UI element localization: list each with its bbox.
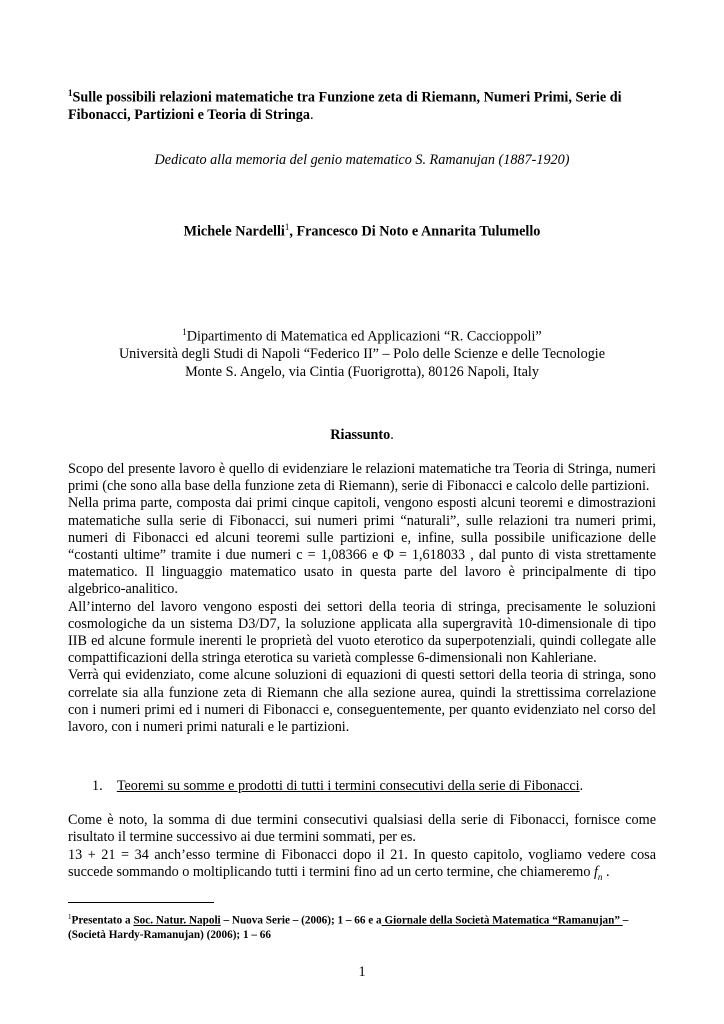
abstract-paragraph: Verrà qui evidenziato, come alcune soluzioni di equazioni di questi settori della teoria di stringa, sono correlate sia alla funzione zeta di Riemann che alla sezione aurea, quindi la strettissima correlazione con i numeri primi ed i numeri di Fibonacci e, conseguentemente, per quanto evidenziato nel corso del lavoro, con i numeri primi naturali e le partizioni. [68, 667, 656, 736]
dedication: Dedicato alla memoria del genio matematico S. Ramanujan (1887-1920) [154, 152, 570, 168]
author-affiliation-marker: 1 [284, 222, 290, 232]
title-trailing: . [309, 106, 314, 123]
abstract-paragraph: Nella prima parte, composta dai primi cinque capitoli, vengono esposti alcuni teoremi e dimostrazioni matematiche sulla serie di Fibonacci, sui numeri primi “naturali”, sulle relazioni tra numeri primi, numeri di Fibonacci ed alcuni teoremi sulle partizioni e, infine, sulla possibile unificazione delle “costanti ultime” tramite i due numeri c = 1,08366 e Φ = 1,618033 , dal punto di vista strettamente matematico. Il linguaggio matematico usato in questa parte del lavoro è principalmente di tipo algebrico-analitico. [68, 495, 656, 598]
footnote-journal-2: Giornale della Società Matematica “Ramanujan” [381, 914, 623, 927]
affiliation-line-2: Università degli Studi di Napoli “Federico II” – Polo delle Scienze e delle Tecnologie [118, 346, 606, 363]
fibonacci-term-variable: $f_n$ [593, 864, 603, 883]
section-number: 1. [92, 778, 103, 794]
paper-title [68, 85, 658, 124]
intro-paragraph-1: Come è noto, la somma di due termini consecutivi qualsiasi della serie di Fibonacci, fornisce come risultato il termine successivo ai due termini sommati, per es. [68, 812, 656, 846]
abstract-paragraph: All’interno del lavoro vengono esposti dei settori della teoria di stringa, precisamente le soluzioni cosmologiche da un sistema D3/D7, la soluzione applicata alla supergravità 10-dimensionale di tipo IIB ed alcune formule inerenti le proprietà del vuoto eterotico da superpotenziali, quindi collegate alle compattificazioni della stringa eterotica su varietà complesse 6-dimensionali non Kahleriane. [68, 598, 656, 667]
authors-rest: , Francesco Di Noto e Annarita Tulumello [289, 223, 541, 240]
footnote-marker: 1 [68, 913, 72, 921]
abstract-body [68, 461, 656, 736]
footnote-journal-1: Soc. Natur. Napoli [133, 914, 221, 927]
authors [0, 222, 724, 241]
intro-body [68, 812, 656, 886]
intro-paragraph-2: 13 + 21 = 34 anch’esso termine di Fibonacci dopo il 21. In questo capitolo, vogliamo vedere cosa succede sommando o moltiplicando tutti i termini fino ad un certo termine, che chiameremo $f_n$ . [68, 846, 656, 883]
page-number: 1 [358, 964, 366, 980]
affiliation-line-3: Monte S. Angelo, via Cintia (Fuorigrotta), 80126 Napoli, Italy [185, 363, 539, 380]
affiliation-line-1: $^1$Dipartimento di Matematica ed Applicazioni “R. Caccioppoli” [182, 327, 542, 345]
affiliation-marker: 1 [182, 327, 187, 337]
abstract-heading: Riassunto. [330, 427, 394, 443]
abstract-paragraph: Scopo del presente lavoro è quello di evidenziare le relazioni matematiche tra Teoria di Stringa, numeri primi (che sono alla base della funzione zeta di Riemann), serie di Fibonacci e calcolo delle partizioni. [68, 461, 656, 495]
section-title: Teoremi su somme e prodotti di tutti i termini consecutivi della serie di Fibonacci [116, 778, 580, 794]
footnote: $^1$Presentato a Soc. Natur. Napoli – Nuova Serie – (2006); 1 – 66 e a Giornale della Società Matematica “Ramanujan” – (Società Hardy-Ramanujan) (2006); 1 – 66 [68, 913, 629, 941]
author-first: Michele Nardelli [183, 223, 285, 240]
affiliation [0, 324, 724, 381]
title-footnote-marker: 1 [68, 88, 73, 98]
title-text: Sulle possibili relazioni matematiche tra Funzione zeta di Riemann, Numeri Primi, Serie di Fibonacci, Partizioni e Teoria di Stringa [68, 89, 622, 123]
section-heading: 1. Teoremi su somme e prodotti di tutti i termini consecutivi della serie di Fibonacci. [92, 778, 584, 794]
footnote-divider [68, 902, 214, 903]
